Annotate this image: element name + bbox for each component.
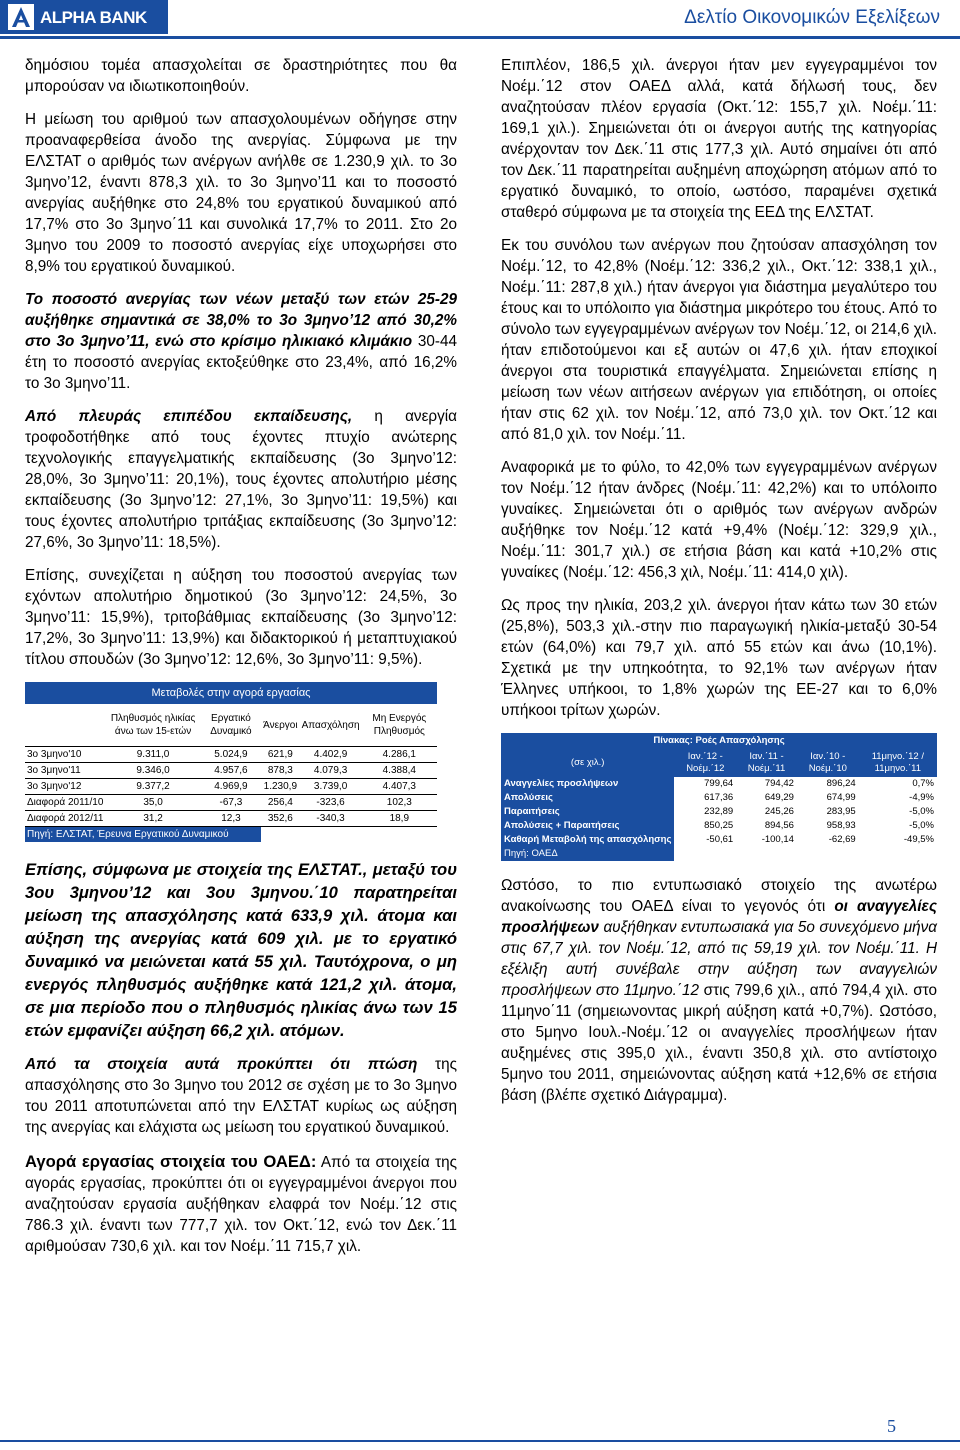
table-cell: 896,24 <box>797 777 859 791</box>
table-cell: 245,26 <box>736 805 797 819</box>
table-cell: 958,93 <box>797 819 859 833</box>
table-cell: 256,4 <box>261 795 299 811</box>
labour-market-table <box>25 682 437 842</box>
table-cell: 102,3 <box>362 795 437 811</box>
table-cell: 352,6 <box>261 811 299 827</box>
table-cell: 794,42 <box>736 777 797 791</box>
left-column <box>25 55 457 1269</box>
paragraph-text: Ωστόσο, το πιο εντυπωσιακό στοιχείο της ανωτέρω ανακοίνωσης του ΟΑΕΔ είναι το γεγονός ότι <box>501 877 937 915</box>
table-header-cell <box>25 704 105 747</box>
table-cell: 35,0 <box>105 795 200 811</box>
paragraph <box>25 406 457 553</box>
table-cell: -67,3 <box>201 795 261 811</box>
table-cell: 850,25 <box>674 819 736 833</box>
table-cell: -100,14 <box>736 833 797 847</box>
row-label: Απολύσεις <box>501 791 674 805</box>
table-cell: 232,89 <box>674 805 736 819</box>
table-cell: -49,5% <box>859 833 937 847</box>
table-row <box>501 777 937 791</box>
row-label: Διαφορά 2012/11 <box>25 811 105 827</box>
table-header-cell: Πληθυσμός ηλικίας άνω των 15-ετών <box>110 713 196 737</box>
table-row <box>25 779 437 795</box>
paragraph <box>25 1150 457 1257</box>
table-header-cell: (σε χιλ.) <box>501 749 674 777</box>
table-cell: 18,9 <box>362 811 437 827</box>
row-label: 3ο 3μηνο'10 <box>25 747 105 763</box>
table-cell: -5,0% <box>859 805 937 819</box>
header-divider <box>0 36 960 39</box>
emphasis-text: Από τα στοιχεία αυτά προκύπτει ότι πτώση <box>25 1056 418 1073</box>
emphasis-text: Από πλευράς επιπέδου εκπαίδευσης, <box>25 408 353 425</box>
table-cell: 31,2 <box>105 811 200 827</box>
table-cell: 9.346,0 <box>105 763 200 779</box>
table-header-cell: Άνεργοι <box>263 719 298 731</box>
table-cell: -50,61 <box>674 833 736 847</box>
bulletin-title: Δελτίο Οικονομικών Εξελίξεων <box>684 7 940 28</box>
paragraph-text: στις 799,6 χιλ., από 794,4 χιλ. στο 11μηνο΄11 (σημειωνοντας μικρή αύξηση κατά +0,7%). Ωστόσο, στο 5μηνο Ιουλ.-Νοέμ.΄12 οι αναγγελίες προσλήψεων ήταν αυξημένες στις 395,0 χιλ., έναντι 350,8 χιλ. στο αντίστοιχο 5μηνο του 2011, σημειώνοντας αύξηση κατά +12,6% σε ετήσια βάση (βλέπε σχετικό Διάγραμμα). <box>501 982 937 1104</box>
footer-divider <box>0 1440 960 1442</box>
table-header-row <box>25 704 437 747</box>
row-label: Καθαρή Μεταβολή της απασχόλησης <box>501 833 674 847</box>
right-column <box>501 55 937 1118</box>
paragraph: Επιπλέον, 186,5 χιλ. άνεργοι ήταν μεν εγγεγραμμένοι τον Νοέμ.΄12 στον ΟΑΕΔ αλλά, κατά δήλωσή τους, δεν αναζητούσαν πλέον εργασία (Οκτ.΄12: 155,7 χιλ. Νοέμ.΄11: 169,1 χιλ.). Σημειώνεται ότι οι άνεργοι αυτής της κατηγορίας ανέρχονταν τον Δεκ.΄11 στις 177,3 χιλ. Αυτό σημαίνει ότι από τον Δεκ.΄11 παρατηρείται αυξημένη αποχώρηση ατόμων από το εργατικό δυναμικό, το οποίο, ωστόσο, παραμένει σχετικά σταθερό σύμφωνα με τα στοιχεία της ΕΕΔ της ΕΛΣΤΑΤ. <box>501 57 937 221</box>
paragraph: Η μείωση του αριθμού των απασχολουμένων οδήγησε στην προαναφερθείσα άνοδο της ανεργίας. Σύμφωνα με την ΕΛΣΤΑΤ ο αριθμός των ανέργων ανήλθε σε 1.230,9 χιλ. το 3ο 3μηνο’12, έναντι 878,3 χιλ. το 3ο 3μηνο’11 και το ποσοστό ανεργίας αυξήθηκε στο 24,8% του εργατικού δυναμικού από 17,7% στο 3ο 3μηνο΄11 και συνολικά 17,7% το 2011. Στο 2ο 3μηνο του 2009 το ποσοστό ανεργίας είχε υποχωρήσει στο 8,9% του εργατικού δυναμικού. <box>25 111 457 275</box>
table-row <box>25 747 437 763</box>
emphasis-paragraph: Επίσης, σύμφωνα με στοιχεία της ΕΛΣΤΑΤ., μεταξύ του 3ου 3μηνου’12 και 3ου 3μηνου.΄10 παρατηρείται μείωση της απασχόλησης κατά 633,9 χιλ. άτομα και αύξηση της ανεργίας κατά 609 χιλ. με το εργατικό δυναμικό να μειώνεται κατά 55 χιλ. Ταυτόχρονα, ο μη ενεργός πληθυσμός αυξήθηκε κατά 121,2 χιλ. άτομα, σε μια περίοδο που ο πληθυσμός ηλικίας άνω των 15 ετών εμφανίζει αύξηση 66,2 χιλ. ατόμων. <box>25 860 457 1040</box>
table-cell: 12,3 <box>201 811 261 827</box>
paragraph: Ως προς την ηλικία, 203,2 χιλ. άνεργοι ήταν κάτω των 30 ετών (25,8%), 503,3 χιλ.-στην πιο παραγωγική ηλικία-μεταξύ 30-54 ετών (64,0%) και 79,7 χιλ. από 55 ετών και άνω (10,1%). Σχετικά με την υπηκοότητα, το 92,1% των ανέργων ήταν Έλληνες υπήκοοι, το 1,8% χωρών της ΕΕ-27 και το 6,0% υπήκοοι τρίτων χωρών. <box>501 597 937 719</box>
table-cell: 1.230,9 <box>261 779 299 795</box>
table-cell: 283,95 <box>797 805 859 819</box>
row-label: 3ο 3μηνο'12 <box>25 779 105 795</box>
table-header-cell: Απασχόληση <box>301 719 360 731</box>
table-header-cell: Μη Ενεργός Πληθυσμός <box>372 713 427 737</box>
paragraph <box>25 289 457 394</box>
table-cell: 5.024,9 <box>201 747 261 763</box>
table-header-cell: Ιαν.΄10 - Νοέμ.΄10 <box>797 749 859 777</box>
table-cell: -62,69 <box>797 833 859 847</box>
table-cell: 3.739,0 <box>300 779 362 795</box>
alpha-bank-logo <box>0 0 168 34</box>
table-title: Μεταβολές στην αγορά εργασίας <box>25 682 437 704</box>
table-cell: 9.311,0 <box>105 747 200 763</box>
page-header <box>0 0 960 36</box>
paragraph <box>25 1054 457 1138</box>
table-cell: 4.957,6 <box>201 763 261 779</box>
paragraph-text: της απασχόλησης στο 3ο 3μηνο του 2012 σε σχέση με το 3ο 3μηνο του 2011 αποτυπώνεται από την ΕΛΣΤΑΤ κυρίως ως αύξηση της ανεργίας και ελάχιστα ως μείωση του εργατικού δυναμικού. <box>25 1056 457 1136</box>
table-cell: 649,29 <box>736 791 797 805</box>
brand-name: ALPHA BANK <box>40 8 147 27</box>
table-cell: 4.388,4 <box>362 763 437 779</box>
employment-flows-table <box>501 733 937 861</box>
paragraph: δημόσιου τομέα απασχολείται σε δραστηριότητες που θα μπορούσαν να ιδιωτικοποιηθούν. <box>25 57 457 95</box>
paragraph <box>501 875 937 1106</box>
table-cell: 0,7% <box>859 777 937 791</box>
row-label: Αναγγελίες προσλήψεων <box>501 777 674 791</box>
table-cell: 894,56 <box>736 819 797 833</box>
table-cell: -4,9% <box>859 791 937 805</box>
row-label: Απολύσεις + Παραιτήσεις <box>501 819 674 833</box>
table-row <box>501 833 937 847</box>
page-number: 5 <box>887 1416 896 1436</box>
italic-text: αυξήθηκαν εντυπωσιακά για 5ο συνεχόμενο μήνα στις 67,7 χιλ. τον Νοέμ.΄12, από τις 59,19 χιλ. τον Νοέμ.΄11. Η εξέλιξη αυτή συνέβαλε στην αύξηση των αναγγελιών προσλήψεων στο 11μηνο.΄12 <box>501 919 937 999</box>
table-cell: 4.079,3 <box>300 763 362 779</box>
table-cell: -340,3 <box>300 811 362 827</box>
table-row <box>501 805 937 819</box>
table-cell: 4.286,1 <box>362 747 437 763</box>
paragraph-text: η ανεργία τροφοδοτήθηκε από τους έχοντες πτυχίο ανώτερης τεχνολογικής επαγγελματικής εκπαίδευσης (3ο 3μηνο’12: 28,0%, 3ο 3μηνο’11: 20,1%), τους έχοντες απολυτήριο μέσης εκπαίδευσης (3ο 3μηνο’12: 27,1%, 3ο 3μηνο’11: 19,5%) και τους έχοντες απολυτήριο τριτάξιας εκπαίδευσης (3ο 3μηνο’12: 27,6%, 3ο 3μηνο’11: 18,5%). <box>25 408 457 551</box>
section-lead: Αγορά εργασίας στοιχεία του ΟΑΕΔ: <box>25 1152 317 1171</box>
paragraph: Εκ του συνόλου των ανέργων που ζητούσαν απασχόληση τον Νοέμ.΄12, το 42,8% (Νοέμ.΄12: 336,2 χιλ., Οκτ.΄12: 338,1 χιλ., Νοέμ.΄11: 287,8 χιλ.) ήταν άνεργοι για διάστημα μεγαλύτερο του έτους και το υπόλοιπο για διάστημα μικρότερο του έτους. Από το σύνολο των εγγεγραμμένων ανέργων τον Νοέμ.΄12, οι 214,6 χιλ. ήταν επιδοτούμενοι και εξ αυτών οι 47,6 χιλ. ήταν εποχικοί άνεργοι στα τουριστικά επαγγέλματα. Σημειώνεται επίσης η μείωση των νέων αιτήσεων ανέργων για επιδότηση, οι οποίες ήταν στις 62 χιλ. τον Νοέμ.΄12, από 73,0 χιλ. τον Οκτ.΄12 και από 81,0 χιλ. τον Νοέμ.΄11. <box>501 237 937 443</box>
table-row <box>25 795 437 811</box>
table-cell: 878,3 <box>261 763 299 779</box>
table-cell: 799,64 <box>674 777 736 791</box>
table-cell: 9.377,2 <box>105 779 200 795</box>
table-spacer <box>261 827 437 843</box>
emphasis-text: Το ποσοστό ανεργίας των νέων μεταξύ των ετών 25-29 αυξήθηκε σημαντικά σε 38,0% το 3ο 3μηνο’12 από 30,2% στο 3ο 3μηνο’11, ενώ στο κρίσιμο ηλικιακό κλιμάκιο <box>25 291 457 350</box>
table-header-cell: 11μηνο.΄12 / 11μηνο.΄11 <box>859 749 937 777</box>
table-cell: 4.407,3 <box>362 779 437 795</box>
table-cell: 4.969,9 <box>201 779 261 795</box>
emphasis-text: οι αναγγελίες προσλήψεων <box>501 898 937 936</box>
table-cell: 617,36 <box>674 791 736 805</box>
table-cell: -323,6 <box>300 795 362 811</box>
row-label: Παραιτήσεις <box>501 805 674 819</box>
paragraph: Αναφορικά με το φύλο, το 42,0% των εγγεγραμμένων ανέργων τον Νοέμ.΄12 ήταν άνδρες (Νοέμ.΄11: 42,2%) και το υπόλοιπο γυναίκες. Σημειώνεται ότι ο αριθμός των ανέργων ανδρών αυξήθηκε τον Νοέμ.΄12 κατά +9,4% (Νοέμ.΄12: 329,9 χιλ., Νοέμ.΄11: 301,7 χιλ.) σε ετήσια βάση και κατά +10,2% στις γυναίκες (Νοέμ.΄12: 456,3 χιλ, Νοέμ.΄11: 414,0 χιλ). <box>501 459 937 581</box>
table-row <box>25 763 437 779</box>
table-cell: -5,0% <box>859 819 937 833</box>
table-header-cell: Εργατικό Δυναμικό <box>210 713 252 737</box>
table-spacer <box>674 847 937 861</box>
alpha-logo-icon <box>8 4 34 30</box>
table-row <box>501 819 937 833</box>
table-header-cell: Ιαν.΄11 - Νοέμ.΄11 <box>736 749 797 777</box>
row-label: 3ο 3μηνο'11 <box>25 763 105 779</box>
table-source: Πηγή: ΟΑΕΔ <box>501 847 674 861</box>
table-cell: 674,99 <box>797 791 859 805</box>
table-cell: 4.402,9 <box>300 747 362 763</box>
table-title: Πίνακας: Ροές Απασχόλησης <box>501 733 937 749</box>
table-header-cell: Ιαν.΄12 - Νοέμ.΄12 <box>674 749 736 777</box>
paragraph-text: 30-44 έτη το ποσοστό ανεργίας εκτοξεύθηκε στο 23,4%, από 16,2% το 3ο 3μηνο’11. <box>25 333 458 392</box>
row-label: Διαφορά 2011/10 <box>25 795 105 811</box>
paragraph-text: Από τα στοιχεία της αγοράς εργασίας, προκύπτει ότι οι εγγεγραμμένοι άνεργοι που αναζητούσαν εργασία αυξήθηκαν ελαφρά τον Νοέμ.΄12 στις 786.3 χιλ. έναντι των 777,7 χιλ. τον Οκτ.΄12, ενώ τον Δεκ.΄11 αριθμούσαν 730,6 χιλ. και τον Νοέμ.΄11 715,7 χιλ. <box>25 1154 457 1255</box>
table-source: Πηγή: ΕΛΣΤΑΤ, Έρευνα Εργατικού Δυναμικού <box>25 827 261 843</box>
table-header-row <box>501 749 937 777</box>
paragraph: Επίσης, συνεχίζεται η αύξηση του ποσοστού ανεργίας των εχόντων απολυτήριο δημοτικού (3ο 3μηνο’12: 24,5%, 3ο 3μηνο’11: 15,9%), τριτοβάθμιας εκπαίδευσης (3ο 3μηνο’12: 17,2%, 3ο 3μηνο’11: 13,9%) και διδακτορικού ή μεταπτυχιακού τίτλου σπουδών (3ο 3μηνο’12: 12,6%, 3ο 3μηνο’11: 9,5%). <box>25 567 457 668</box>
table-row <box>501 791 937 805</box>
table-cell: 621,9 <box>261 747 299 763</box>
table-row <box>25 811 437 827</box>
